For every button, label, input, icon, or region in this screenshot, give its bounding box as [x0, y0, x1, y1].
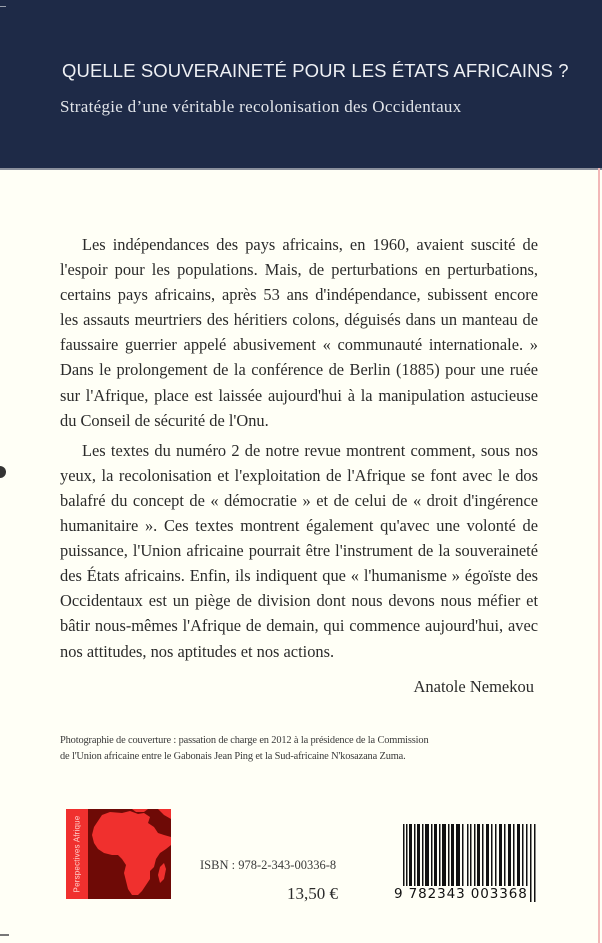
cover-header-band	[0, 0, 602, 170]
blurb-text	[60, 232, 538, 664]
cover-photo-caption	[60, 733, 540, 765]
logo-strip	[66, 809, 88, 899]
caption-line: Photographie de couverture : passation de charge en 2012 à la présidence de la Commission	[60, 735, 429, 746]
blurb-paragraph: Les indépendances des pays africains, en 1960, avaient suscité de l'espoir pour les populations. Mais, de perturbations en perturbations, certains pays africains, après 53 ans d'indépendance, subissent encore les assauts meurtriers des héritiers colons, déguisés dans un manteau de faussaire guerrier appelé abusivement « communauté internationale. » Dans le prolongement de la conférence de Berlin (1885) pour une ruée sur l'Afrique, place est laissée aujourd'hui à la manipulation astucieuse du Conseil de sécurité de l'Onu.	[60, 235, 538, 430]
isbn-number: ISBN : 978-2-343-00336-8	[200, 858, 337, 872]
blurb-paragraph: Les textes du numéro 2 de notre revue montrent comment, sous nos yeux, la recolonisation et l'exploitation de l'Afrique se font avec le dos balafré du concept de « démocratie » et de celui de « droit d'ingérence humanitaire ». Ces textes montrent également qu'avec une volonté de puissance, l'Union africaine pourrait être l'instrument de la souveraineté des États africains. Enfin, ils indiquent que « l'humanisme » égoïste des Occidentaux est un piège de division dont nous devons nous méfier et bâtir nous-mêmes l'Afrique de demain, qui commence aujourd'hui, avec nos attitudes, nos aptitudes et nos actions.	[60, 440, 538, 661]
scan-mark	[0, 6, 6, 7]
book-subtitle: Stratégie d’une véritable recolonisation des Occidentaux	[60, 97, 462, 116]
africa-map-icon	[88, 809, 171, 899]
caption-line: de l'Union africaine entre le Gabonais Jean Ping et la Sud-africaine N'kosazana Zuma.	[60, 751, 406, 762]
collection-name: Perspectives Afrique	[72, 815, 82, 893]
book-price: 13,50 €	[287, 884, 338, 903]
binding-mark-icon	[0, 466, 6, 478]
scan-mark	[0, 934, 9, 936]
page-edge-line	[598, 168, 600, 943]
publisher-collection-logo	[66, 809, 171, 899]
book-title: QUELLE SOUVERAINETÉ POUR LES ÉTATS AFRICAINS ?	[62, 60, 569, 81]
barcode-digits: 9 782343 003368	[394, 886, 528, 902]
author-signature: Anatole Nemekou	[413, 677, 534, 696]
